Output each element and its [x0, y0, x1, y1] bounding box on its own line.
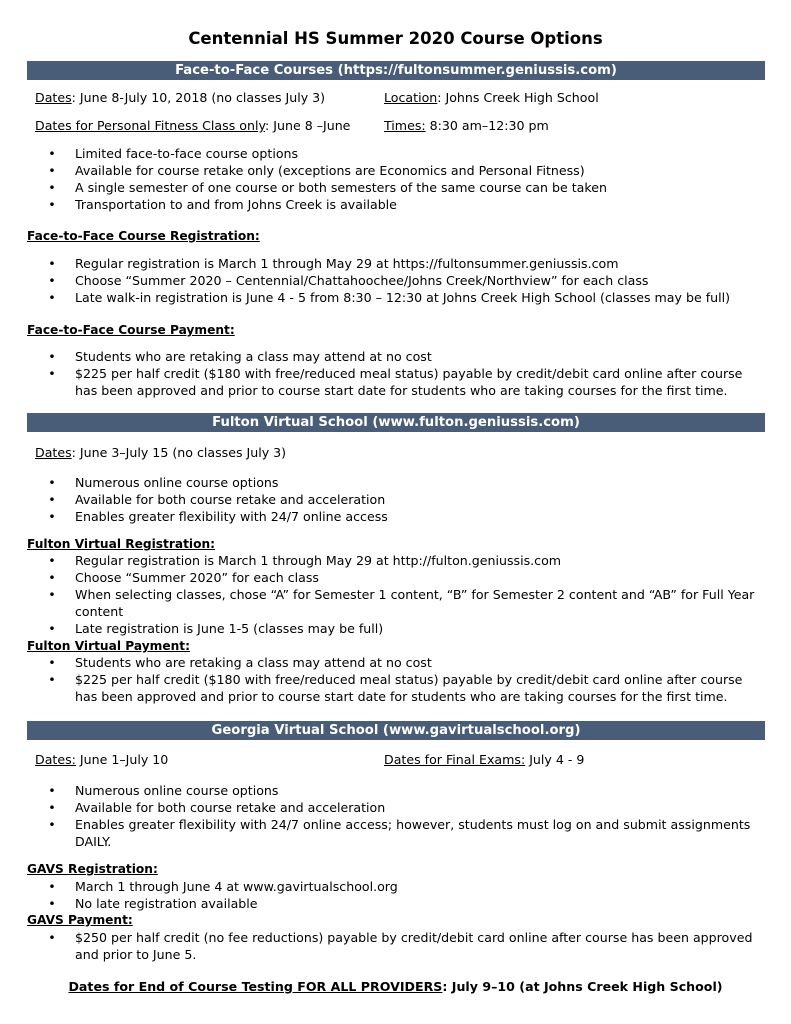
bullet-icon: • — [48, 163, 56, 178]
bullet-icon: • — [48, 800, 56, 815]
list-item: Enables greater flexibility with 24/7 online access — [75, 509, 388, 524]
list-item: Regular registration is March 1 through May 29 at https://fultonsummer.geniussis.com — [75, 256, 619, 271]
f2f-dates-label: Dates — [35, 90, 72, 105]
list-item: When selecting classes, chose “A” for Semester 1 content, “B” for Semester 2 content and “AB” for Full Year content — [75, 587, 755, 619]
bullet-icon: • — [48, 553, 56, 568]
section-band-georgia-virtual: Georgia Virtual School (www.gavirtualschool.org) — [27, 721, 765, 740]
section-band-fulton-virtual: Fulton Virtual School (www.fulton.geniussis.com) — [27, 413, 765, 432]
bullet-icon: • — [48, 349, 56, 364]
fvs-dates-value: : June 3–July 15 (no classes July 3) — [71, 445, 287, 460]
bullet-icon: • — [48, 273, 56, 288]
list-item: A single semester of one course or both semesters of the same course can be taken — [75, 180, 607, 195]
list-item: Available for both course retake and acceleration — [75, 800, 386, 815]
list-item: No late registration available — [75, 896, 258, 911]
list-item: Limited face-to-face course options — [75, 146, 299, 161]
bullet-icon: • — [48, 256, 56, 271]
list-item: $225 per half credit ($180 with free/reduced meal status) payable by credit/debit card online after course has been approved and prior to course start date for students who are taking courses for the first time. — [75, 366, 743, 398]
f2f-pf-label: Dates for Personal Fitness Class only — [35, 118, 266, 133]
list-item: Numerous online course options — [75, 475, 279, 490]
list-item: Late walk-in registration is June 4 - 5 from 8:30 – 12:30 at Johns Creek High School (classes may be full) — [75, 290, 731, 305]
bullet-icon: • — [48, 896, 56, 911]
eoc-testing-dates — [0, 978, 791, 995]
list-item: Available for both course retake and acceleration — [75, 492, 386, 507]
f2f-dates — [35, 89, 325, 106]
bullet-icon: • — [48, 930, 56, 945]
bullet-icon: • — [48, 180, 56, 195]
bullet-icon: • — [48, 475, 56, 490]
gavs-dates — [35, 751, 168, 768]
fvs-dates — [35, 444, 286, 461]
bullet-icon: • — [48, 570, 56, 585]
bullet-icon: • — [48, 492, 56, 507]
bullet-icon: • — [48, 197, 56, 212]
gavs-exams-label: Dates for Final Exams: — [384, 752, 526, 767]
list-item: Late registration is June 1-5 (classes may be full) — [75, 621, 384, 636]
f2f-times-label: Times: — [384, 118, 426, 133]
gavs-exams-value: July 4 - 9 — [525, 752, 585, 767]
bullet-icon: • — [48, 817, 56, 832]
f2f-pf-value: : June 8 –June — [265, 118, 351, 133]
fvs-registration-heading: Fulton Virtual Registration: — [27, 537, 216, 551]
fvs-dates-label: Dates — [35, 445, 72, 460]
bullet-icon: • — [48, 879, 56, 894]
gavs-dates-value: June 1–July 10 — [75, 752, 169, 767]
f2f-pf-dates — [35, 117, 350, 134]
f2f-times — [384, 117, 549, 134]
list-item: $250 per half credit (no fee reductions) payable by credit/debit card online after course has been approved and prior to June 5. — [75, 930, 753, 962]
list-item: $225 per half credit ($180 with free/reduced meal status) payable by credit/debit card online after course has been approved and prior to course start date for students who are taking courses for the first time. — [75, 672, 743, 704]
list-item: Transportation to and from Johns Creek is available — [75, 197, 397, 212]
list-item: March 1 through June 4 at www.gavirtualschool.org — [75, 879, 398, 894]
f2f-location-label: Location — [384, 90, 438, 105]
eoc-testing-value: : July 9–10 (at Johns Creek High School) — [442, 979, 723, 994]
list-item: Regular registration is March 1 through May 29 at http://fulton.geniussis.com — [75, 553, 562, 568]
bullet-icon: • — [48, 290, 56, 305]
list-item: Students who are retaking a class may attend at no cost — [75, 655, 432, 670]
eoc-testing-label: Dates for End of Course Testing FOR ALL PROVIDERS — [68, 979, 443, 994]
f2f-dates-value: : June 8-July 10, 2018 (no classes July 3) — [71, 90, 326, 105]
bullet-icon: • — [48, 146, 56, 161]
bullet-icon: • — [48, 587, 56, 602]
bullet-icon: • — [48, 783, 56, 798]
bullet-icon: • — [48, 366, 56, 381]
f2f-location-value: : Johns Creek High School — [437, 90, 599, 105]
bullet-icon: • — [48, 509, 56, 524]
f2f-registration-heading: Face-to-Face Course Registration: — [27, 229, 260, 243]
bullet-icon: • — [48, 621, 56, 636]
bullet-icon: • — [48, 655, 56, 670]
list-item: Numerous online course options — [75, 783, 279, 798]
gavs-payment-heading: GAVS Payment: — [27, 913, 133, 927]
section-band-face-to-face: Face-to-Face Courses (https://fultonsummer.geniussis.com) — [27, 61, 765, 80]
f2f-payment-heading: Face-to-Face Course Payment: — [27, 323, 235, 337]
fvs-payment-heading: Fulton Virtual Payment: — [27, 639, 190, 653]
list-item: Enables greater flexibility with 24/7 online access; however, students must log on and submit assignments DAILY. — [75, 817, 751, 849]
gavs-dates-label: Dates: — [35, 752, 76, 767]
bullet-icon: • — [48, 672, 56, 687]
gavs-registration-heading: GAVS Registration: — [27, 862, 158, 876]
document-title: Centennial HS Summer 2020 Course Options — [188, 29, 603, 48]
list-item: Students who are retaking a class may attend at no cost — [75, 349, 432, 364]
list-item: Available for course retake only (exceptions are Economics and Personal Fitness) — [75, 163, 585, 178]
list-item: Choose “Summer 2020” for each class — [75, 570, 319, 585]
f2f-location — [384, 89, 599, 106]
list-item: Choose “Summer 2020 – Centennial/Chattahoochee/Johns Creek/Northview” for each class — [75, 273, 649, 288]
f2f-times-value: 8:30 am–12:30 pm — [425, 118, 549, 133]
gavs-exam-dates — [384, 751, 584, 768]
